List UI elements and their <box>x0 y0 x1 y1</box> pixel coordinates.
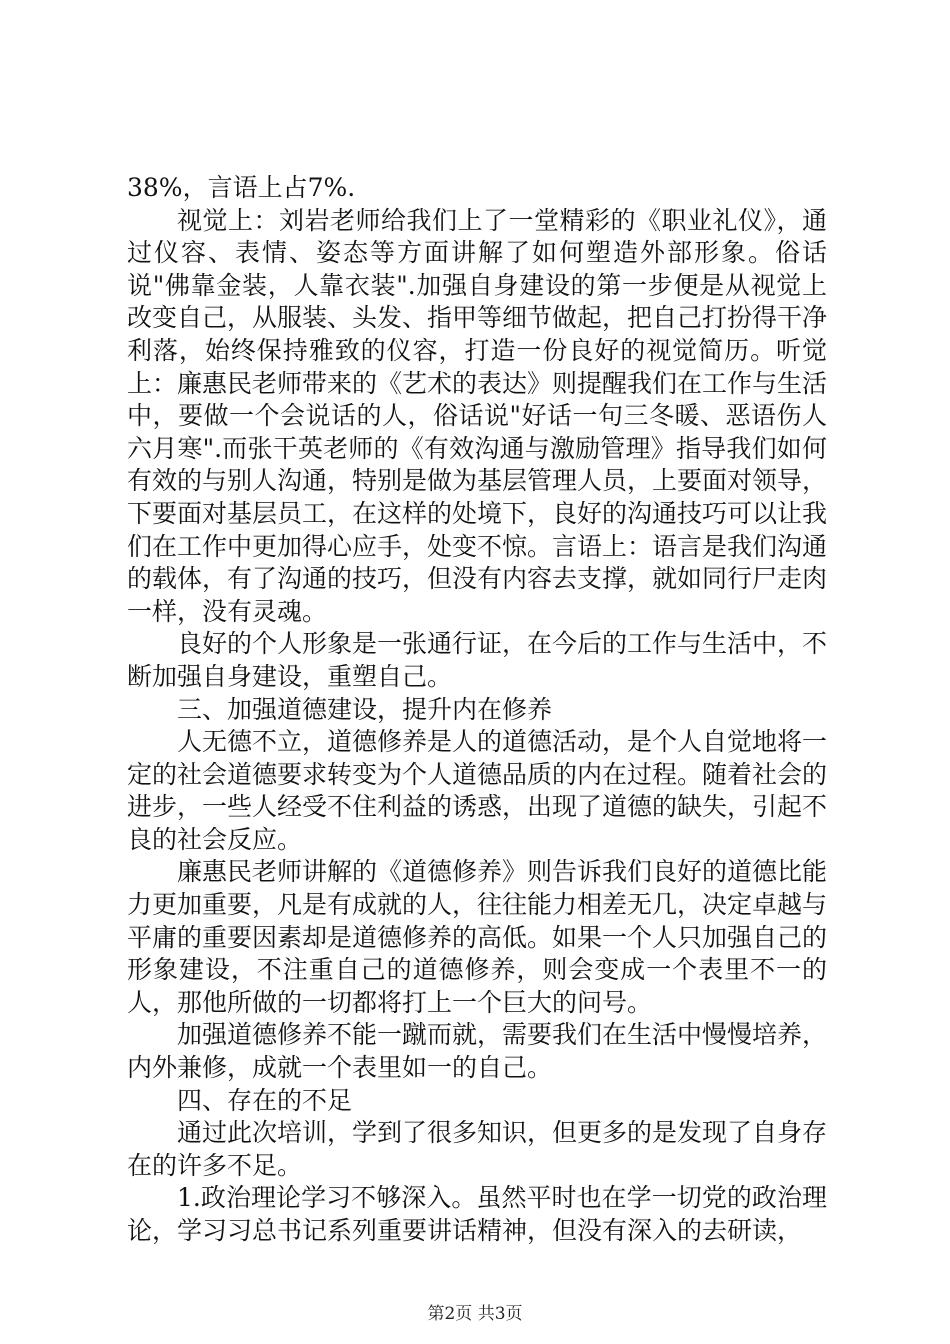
paragraph-morality-course: 廉惠民老师讲解的《道德修养》则告诉我们良好的道德比能力更加重要，凡是有成就的人，往往能力相差无几，决定卓越与平庸的重要因素却是道德修养的高低。如果一个人只加强自己的形象建设，不注重自己的道德修养，则会变成一个表里不一的人，那他所做的一切都将打上一个巨大的问号。 <box>127 857 828 1017</box>
paragraph-visual: 视觉上：刘岩老师给我们上了一堂精彩的《职业礼仪》，通过仪容、表情、姿态等方面讲解了如何塑造外部形象。俗话说"佛靠金装，人靠衣装".加强自身建设的第一步便是从视觉上改变自己，从服装、头发、指甲等细节做起，把自己打扮得干净利落，始终保持雅致的仪容，打造一份良好的视觉简历。听觉上：廉惠民老师带来的《艺术的表达》则提醒我们在工作与生活中，要做一个会说话的人，俗话说"好话一句三冬暖、恶语伤人六月寒".而张干英老师的《有效沟通与激励管理》指导我们如何有效的与别人沟通，特别是做为基层管理人员，上要面对领导，下要面对基层员工，在这样的处境下，良好的沟通技巧可以让我们在工作中更加得心应手，处变不惊。言语上：语言是我们沟通的载体，有了沟通的技巧，但没有内容去支撑，就如同行尸走肉一样，没有灵魂。 <box>127 205 828 626</box>
paragraph-shortcomings-intro: 通过此次培训，学到了很多知识，但更多的是发现了自身存在的许多不足。 <box>127 1118 828 1180</box>
paragraph-shortcoming-1: 1.政治理论学习不够深入。虽然平时也在学一切党的政治理论，学习习总书记系列重要讲话精神，但没有深入的去研读， <box>127 1183 827 1245</box>
paragraph-morality: 人无德不立，道德修养是人的道德活动，是个人自觉地将一定的社会道德要求转变为个人道德品质的内在过程。随着社会的进步，一些人经受不住利益的诱惑，出现了道德的缺失，引起不良的社会反应。 <box>127 727 828 854</box>
page-footer: 第2页 共3页 <box>427 1304 523 1324</box>
section-heading-4: 四、存在的不足 <box>177 1085 353 1115</box>
paragraph-morality-summary: 加强道德修养不能一蹴而就，需要我们在生活中慢慢培养，内外兼修，成就一个表里如一的自己。 <box>127 1020 828 1083</box>
paragraph-image-summary: 良好的个人形象是一张通行证，在今后的工作与生活中，不断加强自身建设，重塑自己。 <box>127 629 828 691</box>
paragraph-1: 38%，言语上占7%. <box>127 173 356 202</box>
section-heading-3: 三、加强道德建设，提升内在修养 <box>177 694 553 724</box>
document-body <box>127 172 827 1248</box>
